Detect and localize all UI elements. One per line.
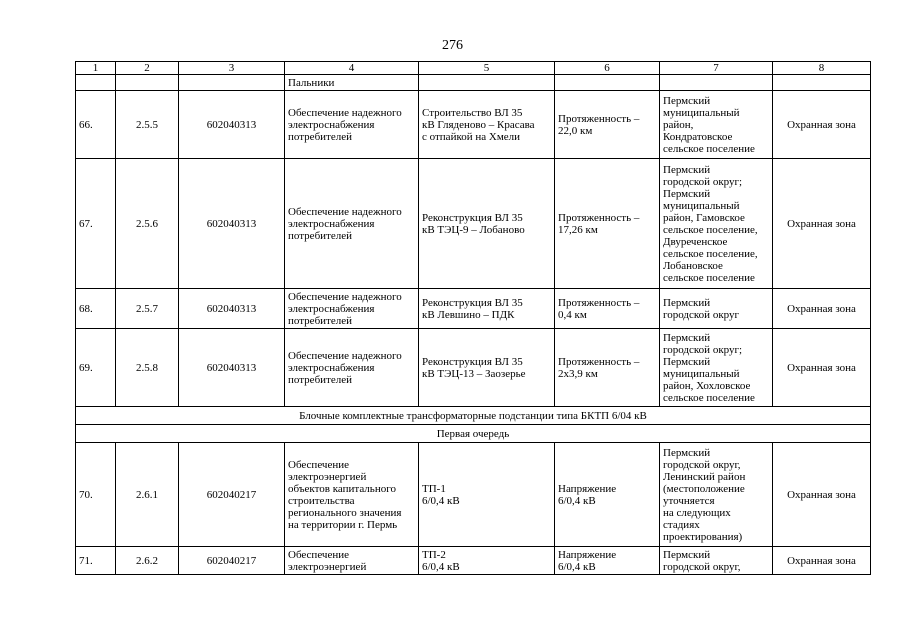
cell-purpose: Обеспечение надежного электроснабжения потребителей (285, 329, 419, 407)
cell-id: 602040217 (179, 547, 285, 575)
cell-id: 602040313 (179, 289, 285, 329)
subsection-title: Первая очередь (76, 425, 871, 443)
subsection-row (76, 425, 871, 443)
cell-purpose: Обеспечение электроэнергией (285, 547, 419, 575)
cell-zone: Охранная зона (773, 289, 871, 329)
column-number-row (76, 62, 871, 75)
table-row (76, 443, 871, 547)
table-row (76, 91, 871, 159)
cell-row-number: 70. (76, 443, 116, 547)
table-row-fragment (76, 75, 871, 91)
cell-purpose: Обеспечение надежного электроснабжения потребителей (285, 159, 419, 289)
column-number: 2 (116, 62, 179, 75)
column-number: 6 (555, 62, 660, 75)
table-row (76, 329, 871, 407)
page-number: 276 (442, 38, 463, 53)
cell-parameter: Протяженность – 0,4 км (555, 289, 660, 329)
cell-row-number: 67. (76, 159, 116, 289)
cell-purpose: Обеспечение электроэнергией объектов капитального строительства регионального значения на территории г. Пермь (285, 443, 419, 547)
cell-parameter: Протяженность – 2х3,9 км (555, 329, 660, 407)
column-number: 3 (179, 62, 285, 75)
cell-zone: Охранная зона (773, 91, 871, 159)
column-number: 4 (285, 62, 419, 75)
column-number: 8 (773, 62, 871, 75)
cell-purpose: Обеспечение надежного электроснабжения потребителей (285, 289, 419, 329)
cell-purpose: Пальники (285, 75, 419, 91)
column-number: 5 (419, 62, 555, 75)
cell-object: Реконструкция ВЛ 35 кВ ТЭЦ-13 – Заозерье (419, 329, 555, 407)
cell-location: Пермский городской округ; Пермский муниципальный район, Гамовское сельское поселение, Двуреченское сельское поселение, Лобановское сельское поселение (660, 159, 773, 289)
cell-row-number: 66. (76, 91, 116, 159)
cell-id: 602040313 (179, 329, 285, 407)
cell-object: Реконструкция ВЛ 35 кВ ТЭЦ-9 – Лобаново (419, 159, 555, 289)
cell-parameter: Напряжение 6/0,4 кВ (555, 547, 660, 575)
cell-code: 2.5.7 (116, 289, 179, 329)
cell-object: Строительство ВЛ 35 кВ Гляденово – Красава с отпайкой на Хмели (419, 91, 555, 159)
cell-zone: Охранная зона (773, 159, 871, 289)
section-row (76, 407, 871, 425)
column-number: 7 (660, 62, 773, 75)
cell-code: 2.6.2 (116, 547, 179, 575)
cell-id: 602040217 (179, 443, 285, 547)
cell-location: Пермский городской округ, (660, 547, 773, 575)
cell-id: 602040313 (179, 91, 285, 159)
cell-row-number: 68. (76, 289, 116, 329)
cell-row-number: 69. (76, 329, 116, 407)
table-row (76, 159, 871, 289)
cell-location: Пермский городской округ (660, 289, 773, 329)
register-table (75, 61, 871, 575)
cell-code: 2.6.1 (116, 443, 179, 547)
table-row (76, 547, 871, 575)
cell-object: ТП-2 6/0,4 кВ (419, 547, 555, 575)
cell-object: ТП-1 6/0,4 кВ (419, 443, 555, 547)
cell-zone: Охранная зона (773, 443, 871, 547)
cell-parameter: Напряжение 6/0,4 кВ (555, 443, 660, 547)
cell-parameter: Протяженность – 17,26 км (555, 159, 660, 289)
cell-parameter: Протяженность – 22,0 км (555, 91, 660, 159)
cell-code: 2.5.5 (116, 91, 179, 159)
cell-code: 2.5.8 (116, 329, 179, 407)
cell-location: Пермский муниципальный район, Кондратовское сельское поселение (660, 91, 773, 159)
cell-code: 2.5.6 (116, 159, 179, 289)
cell-zone: Охранная зона (773, 329, 871, 407)
cell-purpose: Обеспечение надежного электроснабжения потребителей (285, 91, 419, 159)
cell-id: 602040313 (179, 159, 285, 289)
cell-location: Пермский городской округ, Ленинский район (местоположение уточняется на следующих стадиях проектирования) (660, 443, 773, 547)
cell-row-number: 71. (76, 547, 116, 575)
cell-object: Реконструкция ВЛ 35 кВ Левшино – ПДК (419, 289, 555, 329)
column-number: 1 (76, 62, 116, 75)
cell-zone: Охранная зона (773, 547, 871, 575)
table-row (76, 289, 871, 329)
cell-location: Пермский городской округ; Пермский муниципальный район, Хохловское сельское поселение (660, 329, 773, 407)
section-title: Блочные комплектные трансформаторные подстанции типа БКТП 6/04 кВ (76, 407, 871, 425)
